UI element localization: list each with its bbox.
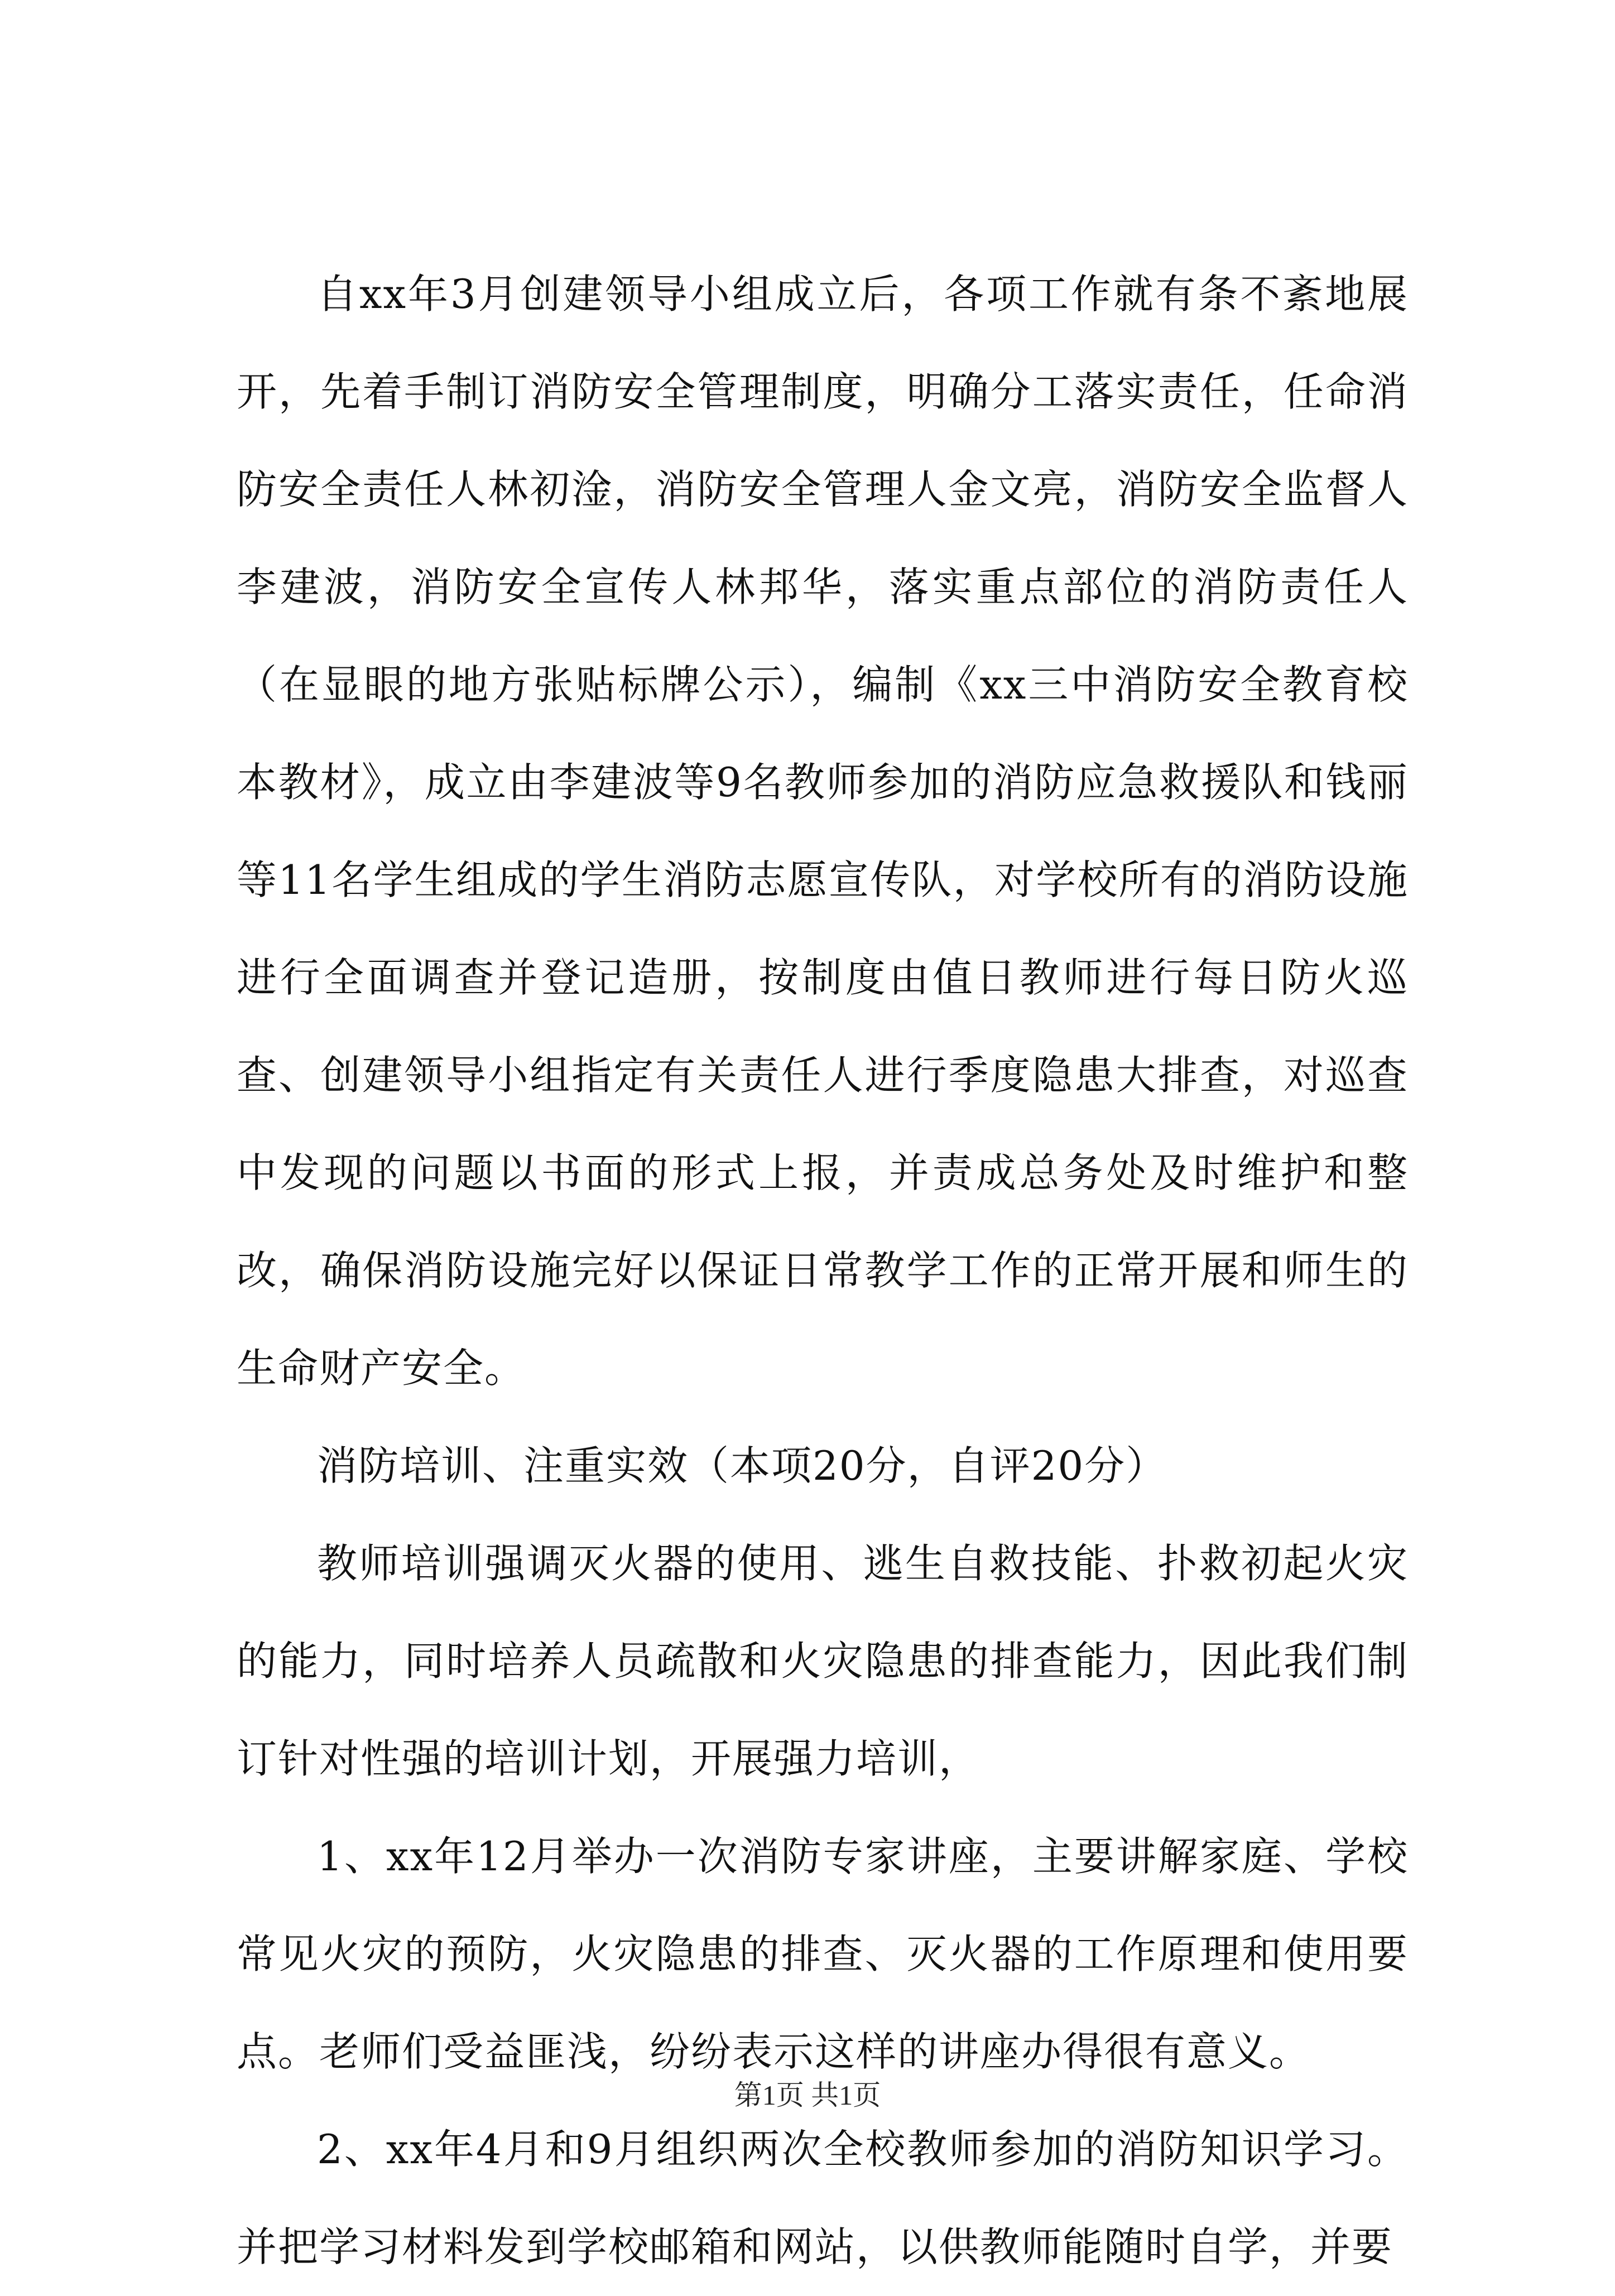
paragraph-training-item-2: 2、xx年4月和9月组织两次全校教师参加的消防知识学习。并把学习材料发到学校邮箱和网站，以供教师能随时自学，并要 (237, 2126, 1409, 2270)
section-heading: 消防培训、注重实效（本项20分，自评20分） (317, 1442, 1167, 1489)
paragraph-intro: 自xx年3月创建领导小组成立后，各项工作就有条不紊地展开，先着手制订消防安全管理制度，明确分工落实责任，任命消防安全责任人林初淦，消防安全管理人金文亮，消防安全监督人李建波，消防安全宣传人林邦华，落实重点部位的消防责任人（在显眼的地方张贴标牌公示），编制《xx三中消防安全教育校本教材》，成立由李建波等9名教师参加的消防应急救援队和钱丽等11名学生组成的学生消防志愿宣传队，对学校所有的消防设施进行全面调查并登记造册，按制度由值日教师进行每日防火巡查、创建领导小组指定有关责任人进行季度隐患大排查，对巡查中发现的问题以书面的形式上报，并责成总务处及时维护和整改，确保消防设施完好以保证日常教学工作的正常开展和师生的生命财产安全。 (237, 271, 1409, 1392)
page-footer: 第1页 共1页 (734, 2080, 881, 2111)
document-body (237, 246, 1409, 2296)
paragraph-training-overview: 教师培训强调灭火器的使用、逃生自救技能、扑救初起火灾的能力，同时培养人员疏散和火灾隐患的排查能力，因此我们制订针对性强的培训计划，开展强力培训， (237, 1540, 1409, 1782)
paragraph-training-item-1: 1、xx年12月举办一次消防专家讲座，主要讲解家庭、学校常见火灾的预防，火灾隐患的排查、灭火器的工作原理和使用要点。老师们受益匪浅，纷纷表示这样的讲座办得很有意义。 (237, 1833, 1409, 2075)
